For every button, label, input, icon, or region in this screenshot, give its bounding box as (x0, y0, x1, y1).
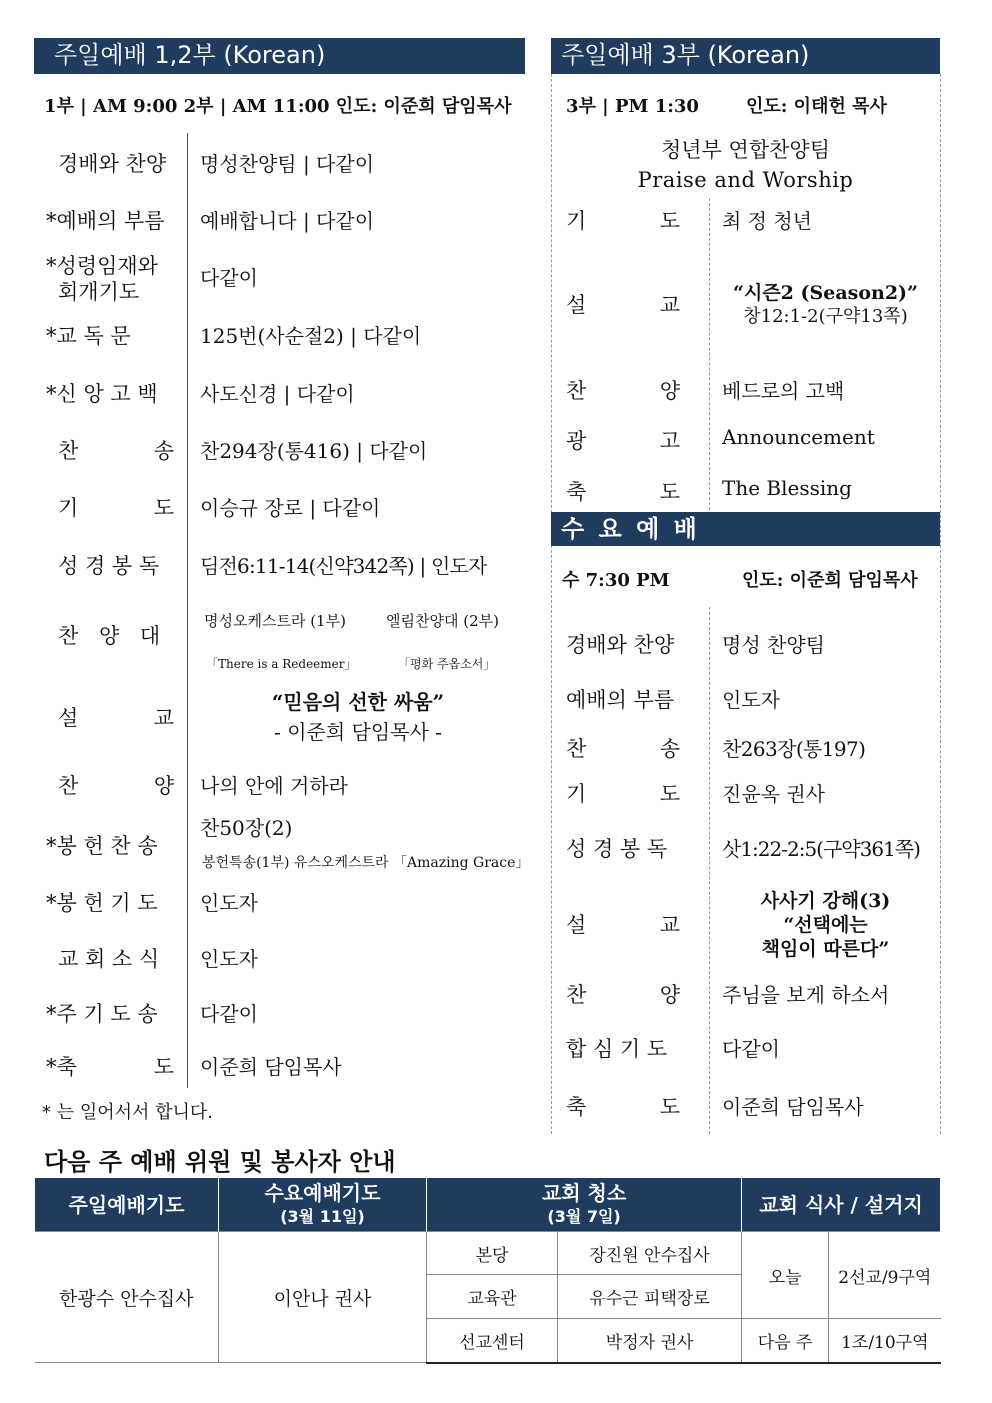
meal-who: 1조/10구역 (829, 1319, 941, 1363)
s3-value-prayer: 최 정 청년 (722, 209, 812, 233)
header-meal: 교회 식사 / 설거지 (742, 1178, 941, 1232)
order-value-news: 인도자 (200, 947, 258, 971)
header-sunday-prayer: 주일예배기도 (35, 1178, 219, 1232)
praise-and-worship: Praise and Worship (637, 168, 854, 192)
wed-value-joint-prayer: 다같이 (722, 1037, 780, 1061)
order-label-scripture: 성 경 봉 독 (58, 554, 160, 578)
right-top-divider (709, 198, 710, 510)
order-value-creed: 사도신경 | 다같이 (200, 382, 355, 406)
cleaning-place: 교육관 (427, 1275, 558, 1319)
s3-sermon-scripture: 창12:1-2(구약13쪽) (743, 306, 908, 327)
order-label-praise: 경배와 찬양 (58, 152, 167, 176)
wed-prayer-person: 이안나 권사 (219, 1232, 427, 1363)
wed-value-anthem: 주님을 보게 하소서 (722, 983, 890, 1007)
staff-section-title: 다음 주 예배 위원 및 봉사자 안내 (44, 1148, 396, 1176)
wed-sermon-title-1: “선택에는 (783, 914, 868, 936)
order-value-hymn: 찬294장(통416) | 다같이 (200, 439, 428, 463)
s3-label-announce: 광 고 (566, 429, 680, 453)
sunday-service-12-times: 1부 | AM 9:00 2부 | AM 11:00 인도: 이준희 담임목사 (44, 96, 512, 117)
wed-label-sermon: 설 교 (566, 913, 680, 937)
s3-sermon-title: “시즌2 (Season2)” (733, 282, 918, 304)
left-divider (187, 133, 188, 1088)
cleaning-person: 장진원 안수집사 (558, 1232, 742, 1275)
right-frame-left (551, 74, 552, 1134)
meal-when: 다음 주 (742, 1319, 829, 1363)
right-bottom-divider (709, 607, 710, 1134)
wed-label-prayer: 기 도 (566, 782, 680, 806)
order-label-anthem: 찬 양 (58, 774, 174, 798)
order-value-offering-prayer: 인도자 (200, 891, 258, 915)
order-value-repentance: 다같이 (200, 266, 258, 290)
wed-label-hymn: 찬 송 (566, 737, 680, 761)
cleaning-place: 선교센터 (427, 1319, 558, 1363)
order-label-repentance-2: 회개기도 (58, 280, 140, 304)
youth-praise-team: 청년부 연합찬양팀 (661, 138, 830, 162)
order-label-offering-prayer: *봉 헌 기 도 (46, 891, 158, 915)
staff-table (34, 1178, 941, 1364)
staff-header-row (35, 1178, 941, 1232)
order-label-prayer: 기 도 (58, 496, 174, 520)
wed-sermon-title-2: 책임이 따른다” (761, 938, 890, 960)
order-label-sermon: 설 교 (58, 706, 174, 730)
order-value-praise: 명성찬양팀 | 다같이 (200, 152, 375, 176)
order-value-anthem: 나의 안에 거하라 (200, 774, 348, 798)
order-label-choir: 찬 양 대 (58, 624, 161, 648)
cleaning-person: 유수근 피택장로 (558, 1275, 742, 1319)
sunday-service-3-time: 3부 | PM 1:30 (566, 96, 699, 117)
wed-value-call: 인도자 (722, 688, 780, 712)
choir-1st-song: 「There is a Redeemer」 (206, 657, 357, 671)
wed-value-praise: 명성 찬양팀 (722, 633, 825, 657)
header-cleaning: 교회 청소 (3월 7일) (427, 1178, 742, 1232)
order-label-lords-prayer: *주 기 도 송 (46, 1002, 158, 1026)
choir-2nd: 엘림찬양대 (2부) (386, 612, 499, 630)
header-wed-prayer: 수요예배기도 (3월 11일) (219, 1178, 427, 1232)
sunday-service-3-leader: 인도: 이태헌 목사 (746, 96, 887, 117)
meal-when: 오늘 (742, 1232, 829, 1319)
order-label-responsive: *교 독 문 (46, 324, 131, 348)
table-row (35, 1232, 941, 1275)
s3-value-anthem: 베드로의 고백 (722, 379, 845, 403)
sunday-prayer-person: 한광수 안수집사 (35, 1232, 219, 1363)
wednesday-service-header: 수 요 예 배 (551, 512, 940, 546)
standing-note: * 는 일어서서 합니다. (42, 1102, 213, 1123)
wed-value-prayer: 진윤옥 권사 (722, 782, 825, 806)
order-label-hymn: 찬 송 (58, 439, 174, 463)
choir-2nd-song: 「평화 주옵소서」 (398, 657, 496, 671)
s3-label-prayer: 기 도 (566, 209, 680, 233)
s3-value-blessing: The Blessing (722, 476, 852, 500)
order-value-call: 예배합니다 | 다같이 (200, 209, 375, 233)
order-value-scripture: 딤전6:11-14(신약342쪽) | 인도자 (200, 554, 487, 578)
sermon-preacher: - 이준희 담임목사 - (274, 720, 442, 744)
wed-sermon-series: 사사기 강해(3) (760, 890, 891, 912)
order-label-repentance: *성령임재와 (46, 254, 158, 278)
order-value-benediction: 이준희 담임목사 (200, 1055, 342, 1079)
wed-label-call: 예배의 부름 (566, 688, 675, 712)
sunday-service-12-header: 주일예배 1,2부 (Korean) (34, 38, 525, 74)
wed-value-blessing: 이준희 담임목사 (722, 1095, 864, 1119)
s3-label-sermon: 설 교 (566, 293, 680, 317)
offering-special: 봉헌특송(1부) 유스오케스트라 「Amazing Grace」 (202, 855, 530, 871)
order-value-offering-hymn: 찬50장(2) (200, 816, 293, 840)
wed-label-blessing: 축 도 (566, 1095, 680, 1119)
wednesday-service-leader: 인도: 이준희 담임목사 (742, 570, 918, 591)
order-label-creed: *신 앙 고 백 (46, 382, 158, 406)
wed-label-joint-prayer: 합 심 기 도 (566, 1037, 668, 1061)
right-frame-right (940, 74, 941, 1134)
order-label-offering-hymn: *봉 헌 찬 송 (46, 834, 158, 858)
sermon-title: “믿음의 선한 싸움” (271, 690, 445, 714)
cleaning-place: 본당 (427, 1232, 558, 1275)
sunday-service-3-header: 주일예배 3부 (Korean) (551, 38, 940, 74)
wed-value-hymn: 찬263장(통197) (722, 737, 866, 761)
choir-1st: 명성오케스트라 (1부) (204, 612, 346, 630)
s3-label-blessing: 축 도 (566, 480, 680, 504)
wed-label-anthem: 찬 양 (566, 983, 680, 1007)
wednesday-service-time: 수 7:30 PM (562, 570, 670, 591)
meal-who: 2선교/9구역 (829, 1232, 941, 1319)
cleaning-person: 박정자 권사 (558, 1319, 742, 1363)
order-value-responsive: 125번(사순절2) | 다같이 (200, 324, 422, 348)
wed-label-praise: 경배와 찬양 (566, 633, 675, 657)
wed-label-scripture: 성 경 봉 독 (566, 837, 668, 861)
order-label-benediction: *축 도 (46, 1055, 174, 1079)
s3-label-anthem: 찬 양 (566, 379, 680, 403)
order-label-call: *예배의 부름 (46, 209, 165, 233)
order-value-lords-prayer: 다같이 (200, 1002, 258, 1026)
order-value-prayer: 이승규 장로 | 다같이 (200, 496, 381, 520)
s3-value-announce: Announcement (722, 425, 875, 449)
wed-value-scripture: 삿1:22-2:5(구약361쪽) (722, 837, 920, 861)
order-label-news: 교 회 소 식 (58, 947, 160, 971)
